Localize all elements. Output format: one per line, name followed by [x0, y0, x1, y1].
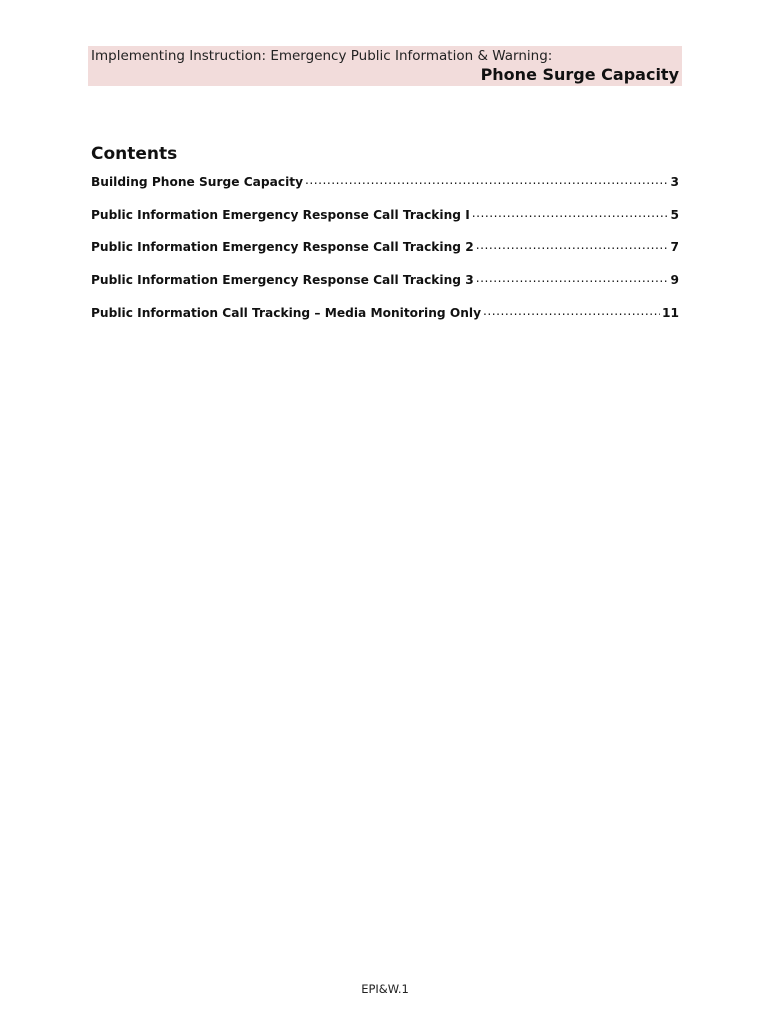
- contents-heading: Contents: [91, 144, 178, 164]
- header-title: Phone Surge Capacity: [480, 65, 679, 84]
- toc-entry-call-tracking-2[interactable]: [91, 239, 679, 272]
- toc-dot-leader: [476, 272, 669, 284]
- toc-dot-leader: [472, 207, 669, 219]
- toc-entry-call-tracking-1[interactable]: [91, 207, 679, 240]
- toc-entry-building-phone-surge-capacity[interactable]: [91, 174, 679, 207]
- header-subtitle: Implementing Instruction: Emergency Public Information & Warning:: [91, 48, 553, 64]
- toc-page-number: 7: [670, 240, 679, 255]
- toc-dot-leader: [305, 174, 668, 186]
- toc-entry-title: Building Phone Surge Capacity: [91, 175, 304, 190]
- table-of-contents: [91, 174, 679, 337]
- toc-entry-call-tracking-3[interactable]: [91, 272, 679, 305]
- toc-page-number: 3: [670, 175, 679, 190]
- toc-dot-leader: [483, 304, 660, 316]
- page-footer: EPI&W.1: [361, 982, 409, 996]
- toc-dot-leader: [476, 239, 669, 251]
- toc-entry-title: Public Information Call Tracking – Media Monitoring Only: [91, 305, 482, 320]
- toc-page-number: 5: [670, 207, 679, 222]
- toc-entry-title: Public Information Emergency Response Call Tracking 3: [91, 272, 474, 287]
- toc-page-number: 11: [662, 305, 679, 320]
- toc-entry-title: Public Information Emergency Response Call Tracking 2: [91, 240, 474, 255]
- toc-entry-media-monitoring[interactable]: [91, 304, 679, 337]
- toc-entry-title: Public Information Emergency Response Call Tracking I: [91, 207, 470, 222]
- toc-page-number: 9: [670, 272, 679, 287]
- document-header: [88, 46, 682, 86]
